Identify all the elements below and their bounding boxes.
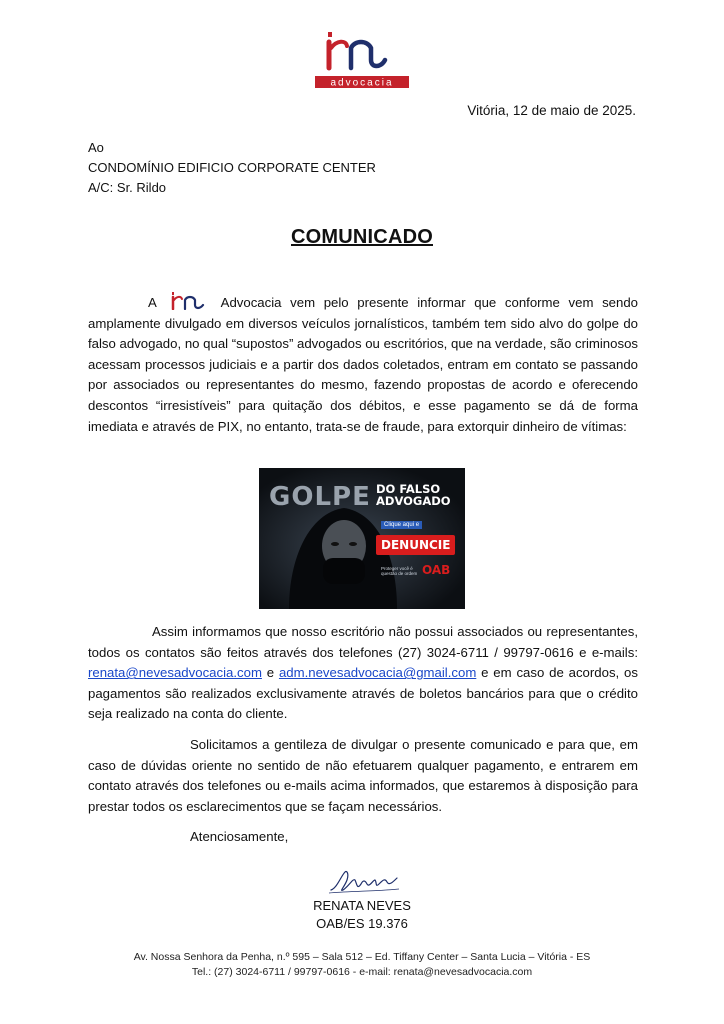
banner-tagline: Proteger você é questão de ordem [381,566,418,576]
banner-cta-small: Clique aqui e [381,521,422,529]
contacts-text: Assim informamos que nosso escritório não possui associados ou representantes, todos os contatos são feitos através dos telefones (27) 3024-6711 / 99797-0616 e e-mails: [88,624,638,660]
signatory-block [0,897,724,933]
signatory-oab: OAB/ES 19.376 [316,916,408,931]
signatory-name: RENATA NEVES [313,898,411,913]
request-text: Solicitamos a gentileza de divulgar o presente comunicado e para que, em caso de dúvidas oriente no sentido de não efetuarem qualquer pagamento, e entrarem em contato através dos telefones ou e-mails acima informados, que estaremos à disposição para prestar todos os esclarecimentos que se façam necessários. [88,737,638,814]
banner-subheadline: DO FALSO ADVOGADO [376,482,451,508]
letter-date: Vitória, 12 de maio de 2025. [467,103,636,118]
footer-contact: Tel.: (27) 3024-6711 / 99797-0616 - e-mail: renata@nevesadvocacia.com [191,966,533,978]
paragraph-intro-text: Advocacia vem pelo presente informar que conforme vem sendo amplamente divulgado em diversos veículos jornalísticos, também tem sido alvo do golpe do falso advogado, no qual “supostos” advogados ou escritórios, que na verdade, são criminosos acessam processos judiciais e a partir dos dados coletados, entram em contato se passando por associados ou representantes do mesmo, fazendo propostas de acordo e oferecendo descontos “irresistíveis” para quitação dos débitos, e esse pagamento se dá de forma imediata e através de PIX, no entanto, trata-se de fraude, para extorquir dinheiro de vítimas: [88,295,638,434]
payments-text: e em caso de acordos, os pagamentos são realizados exclusivamente através de boletos bancários para que o crédito seja realizado na conta do cliente. [88,665,638,722]
recipient-attention: A/C: Sr. Rildo [88,180,167,195]
page-footer [0,950,724,980]
footer-address: Av. Nossa Senhora da Penha, n.º 595 – Sala 512 – Ed. Tiffany Center – Santa Lucia – Vitória - ES [133,951,591,963]
oab-logo: OAB [422,563,451,577]
paragraph-contacts [88,622,638,725]
banner-headline: GOLPE [269,482,371,512]
email-link-adm[interactable]: adm.nevesadvocacia@gmail.com [278,665,477,681]
conjunction: e [266,665,275,681]
paragraph-prefix: A [148,295,157,310]
logo-text: advocacia [330,77,394,89]
company-logo [313,28,411,90]
signature-icon [327,866,405,896]
recipient-name: CONDOMÍNIO EDIFICIO CORPORATE CENTER [88,160,376,175]
closing-salutation: Atenciosamente, [190,829,289,844]
report-button: DENUNCIE [376,535,455,555]
rn-inline-logo-icon [167,292,211,310]
paragraph-request [88,735,638,817]
rn-logo-icon [313,28,411,90]
recipient-block [88,138,376,198]
paragraph-intro [88,292,638,437]
page-title: COMUNICADO [291,226,433,248]
email-link-renata[interactable]: renata@nevesadvocacia.com [88,665,262,681]
scam-warning-banner [259,468,465,609]
recipient-line: Ao [88,140,104,155]
